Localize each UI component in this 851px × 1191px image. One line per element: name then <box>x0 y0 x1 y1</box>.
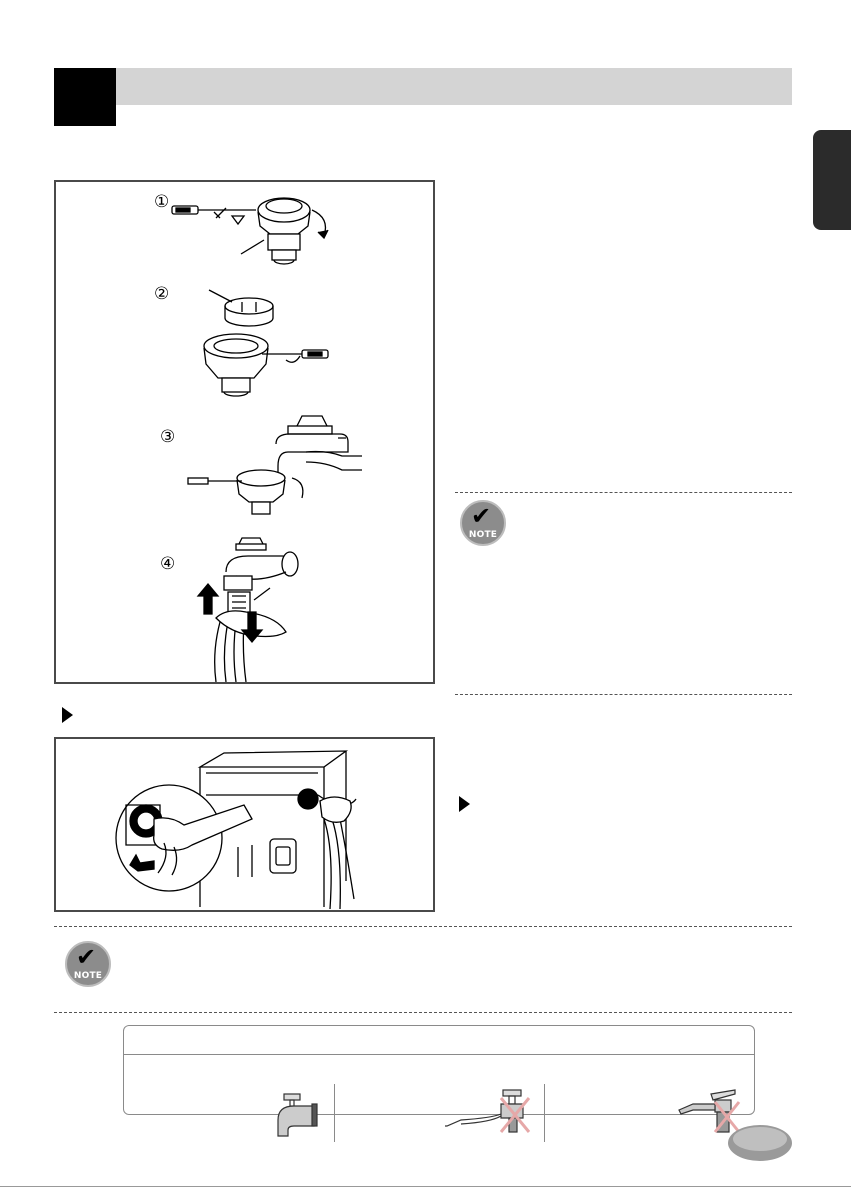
step-1-number: ① <box>154 192 170 212</box>
tap-table-header <box>124 1026 754 1055</box>
note1-top-divider <box>455 492 792 493</box>
side-chapter-tab <box>813 130 851 230</box>
note-badge-icon <box>460 500 506 546</box>
right-column-text <box>455 180 792 480</box>
note1-bottom-divider <box>455 694 792 695</box>
step-1-screwdriver-icon <box>172 206 256 224</box>
section-title-bar <box>116 68 792 105</box>
step-3-number: ③ <box>160 427 176 447</box>
hose-connection-figure <box>54 737 435 912</box>
note2-text <box>125 945 785 995</box>
note-badge-label: NOTE <box>468 530 498 540</box>
checkmark-icon: ✔ <box>76 943 97 971</box>
tap-cell-long-spout <box>334 1084 544 1142</box>
step-1-adapter-icon <box>241 198 328 264</box>
note2-top-divider <box>54 926 792 927</box>
hose-icon <box>298 789 356 909</box>
round-tap-icon <box>272 1086 322 1138</box>
zoom-detail-circle-icon <box>116 785 252 891</box>
tap-type-table <box>123 1025 755 1115</box>
step-3-adapter-icon <box>188 470 303 514</box>
long-spout-tap-crossed-icon <box>445 1086 541 1138</box>
checkmark-icon: ✔ <box>471 502 492 530</box>
tap-cell-round <box>124 1084 334 1142</box>
step-2-inner-plate-icon <box>209 290 273 326</box>
step-4-tap-icon <box>226 538 298 579</box>
adapter-steps-illustration <box>56 182 433 682</box>
page-number-oval-highlight <box>733 1127 787 1151</box>
step-2-adapter-icon <box>204 334 328 396</box>
note1-text <box>520 505 792 685</box>
adapter-installation-figure <box>54 180 435 684</box>
step-2-number: ② <box>154 284 170 304</box>
note-badge-label: NOTE <box>73 971 103 981</box>
pointer-triangle-icon <box>459 796 470 812</box>
tap-cell-lever <box>544 1084 753 1142</box>
page-bottom-edge <box>0 1186 851 1187</box>
washer-hose-illustration <box>56 739 433 910</box>
section-number-block <box>54 68 116 126</box>
note2-bottom-divider <box>54 1012 792 1013</box>
step-3-tap-icon <box>276 416 362 480</box>
note-badge-icon <box>65 941 111 987</box>
step-4-number: ④ <box>160 554 176 574</box>
pointer-triangle-icon <box>62 707 73 723</box>
